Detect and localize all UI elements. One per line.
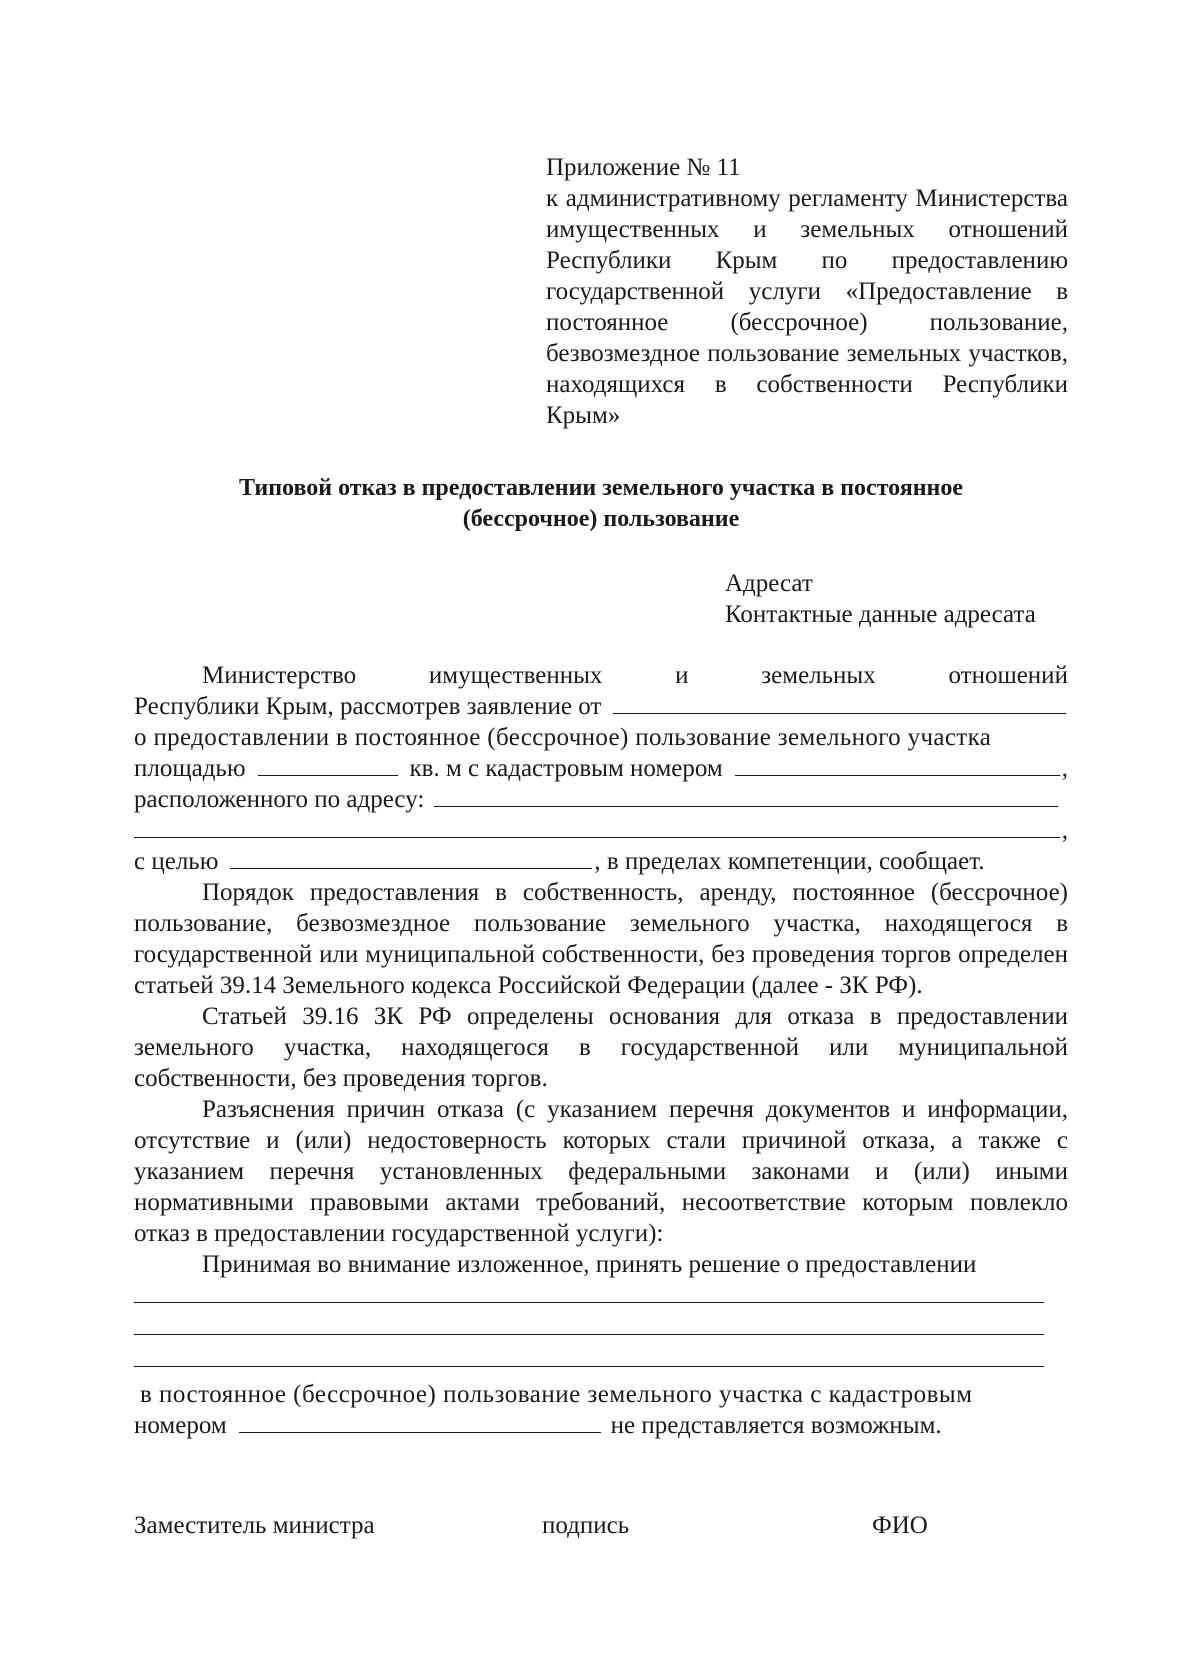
body-line-2 bbox=[134, 691, 1068, 722]
body-line-final-1 bbox=[134, 1379, 1068, 1410]
appendix-header bbox=[546, 152, 1068, 431]
body-line-7 bbox=[134, 846, 1068, 877]
body-line-3-text: о предоставлении в постоянное (бессрочное) пользование земельного участка bbox=[134, 724, 992, 751]
addressee-contacts: Контактные данные адресата bbox=[725, 601, 1036, 628]
decision-blank-2[interactable] bbox=[134, 1312, 1044, 1335]
body-line-6 bbox=[134, 815, 1068, 846]
document-title bbox=[134, 473, 1068, 535]
body-line-5 bbox=[134, 784, 1068, 815]
paragraph-decision: Принимая во внимание изложенное, принять решение о предоставлении bbox=[202, 1251, 977, 1278]
cadastral-number-blank[interactable] bbox=[735, 753, 1060, 776]
signature-block bbox=[134, 1510, 1068, 1541]
appendix-title: Приложение № 11 bbox=[546, 154, 741, 181]
addressee-block bbox=[725, 568, 1105, 630]
addressee-name: Адресат bbox=[725, 570, 813, 597]
document-title-line-1: Типовой отказ в предоставлении земельного участка в постоянное bbox=[238, 475, 964, 501]
word: имущественных bbox=[428, 662, 603, 689]
body-line-1 bbox=[134, 660, 1068, 691]
cadastral-label: кв. м с кадастровым номером bbox=[409, 755, 723, 782]
document-body bbox=[134, 660, 1068, 1441]
paragraph-procedure: Порядок предоставления в собственность, аренду, постоянное (бессрочное) пользование, безвозмездное пользование земельного участка, находящегося в государственной или муниципальной собственности, без проведения торгов определен статьей 39.14 Земельного кодекса Российской Федерации (далее - ЗК РФ). bbox=[134, 879, 1068, 999]
word: земельных bbox=[761, 662, 876, 689]
appendix-text: к административному регламенту Министерства имущественных и земельных отношений Республики Крым по предоставлению государственной услуги «Предоставление в постоянное (бессрочное) пользование, безвозмездное пользование земельных участков, находящихся в собственности Республики Крым» bbox=[546, 185, 1068, 429]
comma: , bbox=[1061, 817, 1068, 844]
address-blank[interactable] bbox=[434, 784, 1058, 807]
body-line-final-2 bbox=[134, 1410, 1068, 1441]
paragraph-grounds: Статьей 39.16 ЗК РФ определены основания для отказа в предоставлении земельного участка, находящегося в государственной или муниципальной собственности, без проведения торгов. bbox=[134, 1003, 1068, 1092]
paragraph-explanation: Разъяснения причин отказа (с указанием перечня документов и информации, отсутствие и (или) недостоверность которых стали причиной отказа, а также с указанием перечня установленных федеральными законами и (или) иными нормативными правовыми актами требований, несоответствие которым повлекло отказ в предоставлении государственной услуги): bbox=[134, 1096, 1068, 1247]
application-date-blank[interactable] bbox=[613, 691, 1066, 714]
decision-blank-3[interactable] bbox=[134, 1344, 1044, 1367]
signatory-position: Заместитель министра bbox=[134, 1512, 375, 1539]
area-label: площадью bbox=[134, 755, 246, 782]
purpose-blank[interactable] bbox=[230, 846, 592, 869]
word: и bbox=[675, 662, 689, 689]
signature-placeholder: подпись bbox=[542, 1512, 630, 1539]
body-line-3 bbox=[134, 722, 1068, 753]
number-label: номером bbox=[134, 1412, 227, 1439]
area-blank[interactable] bbox=[258, 753, 398, 776]
purpose-label: с целью bbox=[134, 848, 219, 875]
address-label: расположенного по адресу: bbox=[134, 786, 425, 813]
word: отношений bbox=[948, 662, 1068, 689]
final-suffix: не представляется возможным. bbox=[610, 1412, 942, 1439]
purpose-suffix: , в пределах компетенции, сообщает. bbox=[594, 848, 985, 875]
final-text: в постоянное (бессрочное) пользование земельного участка с кадастровым bbox=[140, 1381, 973, 1408]
final-cadastral-blank[interactable] bbox=[239, 1410, 601, 1433]
word: Министерство bbox=[202, 662, 357, 689]
decision-blank-1[interactable] bbox=[134, 1280, 1044, 1303]
signatory-name-placeholder: ФИО bbox=[872, 1512, 928, 1539]
document-title-line-2: (бессрочное) пользование bbox=[462, 506, 740, 532]
comma: , bbox=[1061, 755, 1068, 782]
address-blank-continued[interactable] bbox=[134, 815, 1060, 838]
application-label: Республики Крым, рассмотрев заявление от bbox=[134, 693, 602, 720]
body-line-4 bbox=[134, 753, 1068, 784]
